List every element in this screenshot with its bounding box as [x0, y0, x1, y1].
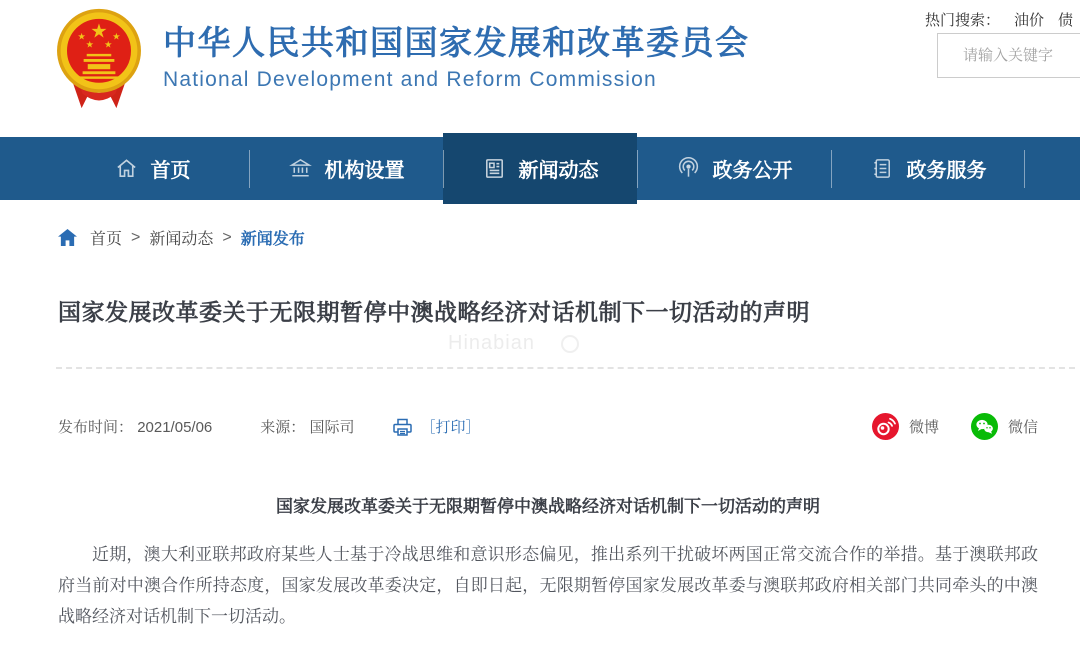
breadcrumb — [58, 226, 305, 249]
hot-search-bar — [925, 9, 1073, 30]
share-weibo-label: 微博 — [908, 419, 939, 436]
print-button[interactable] — [392, 416, 480, 437]
article-meta-row — [58, 413, 1038, 440]
source-label: 来源： — [260, 419, 306, 436]
publish-time — [58, 416, 212, 437]
watermark-ring-icon — [561, 335, 579, 353]
emblem-star-small-4: ★ — [112, 31, 121, 42]
nav-item-label: 政务服务 — [906, 160, 987, 182]
hot-search-label: 热门搜索： — [925, 12, 1001, 29]
article-title: 国家发展改革委关于无限期暂停中澳战略经济对话机制下一切活动的声明 — [58, 299, 810, 325]
nav-item-label: 政务公开 — [712, 160, 793, 182]
search-box — [937, 33, 1080, 78]
emblem-star-small-2: ★ — [85, 39, 94, 50]
national-emblem-logo[interactable] — [56, 5, 142, 113]
share-group — [872, 413, 1038, 440]
publish-time-label: 发布时间： — [58, 419, 134, 436]
document-icon — [870, 156, 895, 181]
search-input[interactable] — [938, 34, 1080, 77]
breadcrumb-item-news[interactable]: 新闻动态 — [149, 231, 214, 248]
main-nav — [0, 137, 1080, 200]
emblem-gate-roof-top — [87, 54, 112, 56]
home-icon — [114, 156, 139, 181]
source-value: 国际司 — [309, 419, 355, 436]
wechat-icon — [971, 413, 998, 440]
watermark — [448, 332, 579, 355]
nav-item-label: 首页 — [150, 160, 191, 182]
article-body — [58, 492, 1038, 632]
broadcast-icon — [676, 156, 701, 181]
site-header — [0, 0, 1080, 137]
emblem-star-small-1: ★ — [77, 31, 86, 42]
emblem-star-small-3: ★ — [104, 39, 113, 50]
watermark-text: Hinabian — [448, 332, 535, 354]
publish-time-value: 2021/05/06 — [137, 419, 213, 436]
breadcrumb-separator: > — [131, 228, 141, 246]
nav-item-news[interactable] — [443, 133, 637, 204]
share-wechat-label: 微信 — [1007, 419, 1038, 436]
emblem-star-large: ★ — [90, 20, 108, 43]
nav-item-home[interactable] — [55, 137, 249, 200]
hot-search-term-oil[interactable]: 油价 — [1014, 12, 1045, 29]
breadcrumb-item-current: 新闻发布 — [240, 231, 305, 248]
nav-item-label: 机构设置 — [324, 160, 405, 182]
emblem-gate-platform — [80, 76, 119, 78]
print-label: ［打印］ — [420, 419, 481, 436]
share-wechat-button[interactable] — [971, 413, 1038, 440]
nav-item-institutions[interactable] — [249, 137, 443, 200]
breadcrumb-item-home[interactable]: 首页 — [90, 231, 123, 248]
news-icon — [482, 156, 507, 181]
share-weibo-button[interactable] — [872, 413, 939, 440]
site-title-zh: 中华人民共和国国家发展和改革委员会 — [163, 24, 750, 61]
printer-icon — [392, 417, 413, 437]
article-body-heading: 国家发展改革委关于无限期暂停中澳战略经济对话机制下一切活动的声明 — [276, 497, 820, 516]
dashed-divider — [56, 367, 1075, 369]
emblem-gate-base — [83, 71, 116, 74]
breadcrumb-home-icon[interactable] — [58, 229, 77, 247]
article-source — [260, 416, 354, 437]
nav-item-gov-disclosure[interactable] — [637, 137, 831, 200]
site-titles — [163, 23, 750, 95]
nav-item-gov-services[interactable] — [831, 137, 1025, 200]
site-title-en: National Development and Reform Commission — [163, 68, 657, 91]
article-paragraph: 近期，澳大利亚联邦政府某些人士基于冷战思维和意识形态偏见，推出系列干扰破坏两国正常交流合作的举措。基于澳联邦政府当前对中澳合作所持态度，国家发展改革委决定，自即日起，无限期暂停国家发展改革委与澳联邦政府相关部门共同牵头的中澳战略经济对话机制下一切活动。 — [58, 545, 1038, 626]
nav-item-label: 新闻动态 — [518, 160, 599, 182]
weibo-icon — [872, 413, 899, 440]
hot-search-term-bond[interactable]: 债 — [1058, 12, 1074, 29]
institution-icon — [288, 156, 313, 181]
emblem-gate-wall — [88, 64, 111, 69]
breadcrumb-separator: > — [222, 228, 232, 246]
emblem-gate-roof — [84, 59, 115, 62]
